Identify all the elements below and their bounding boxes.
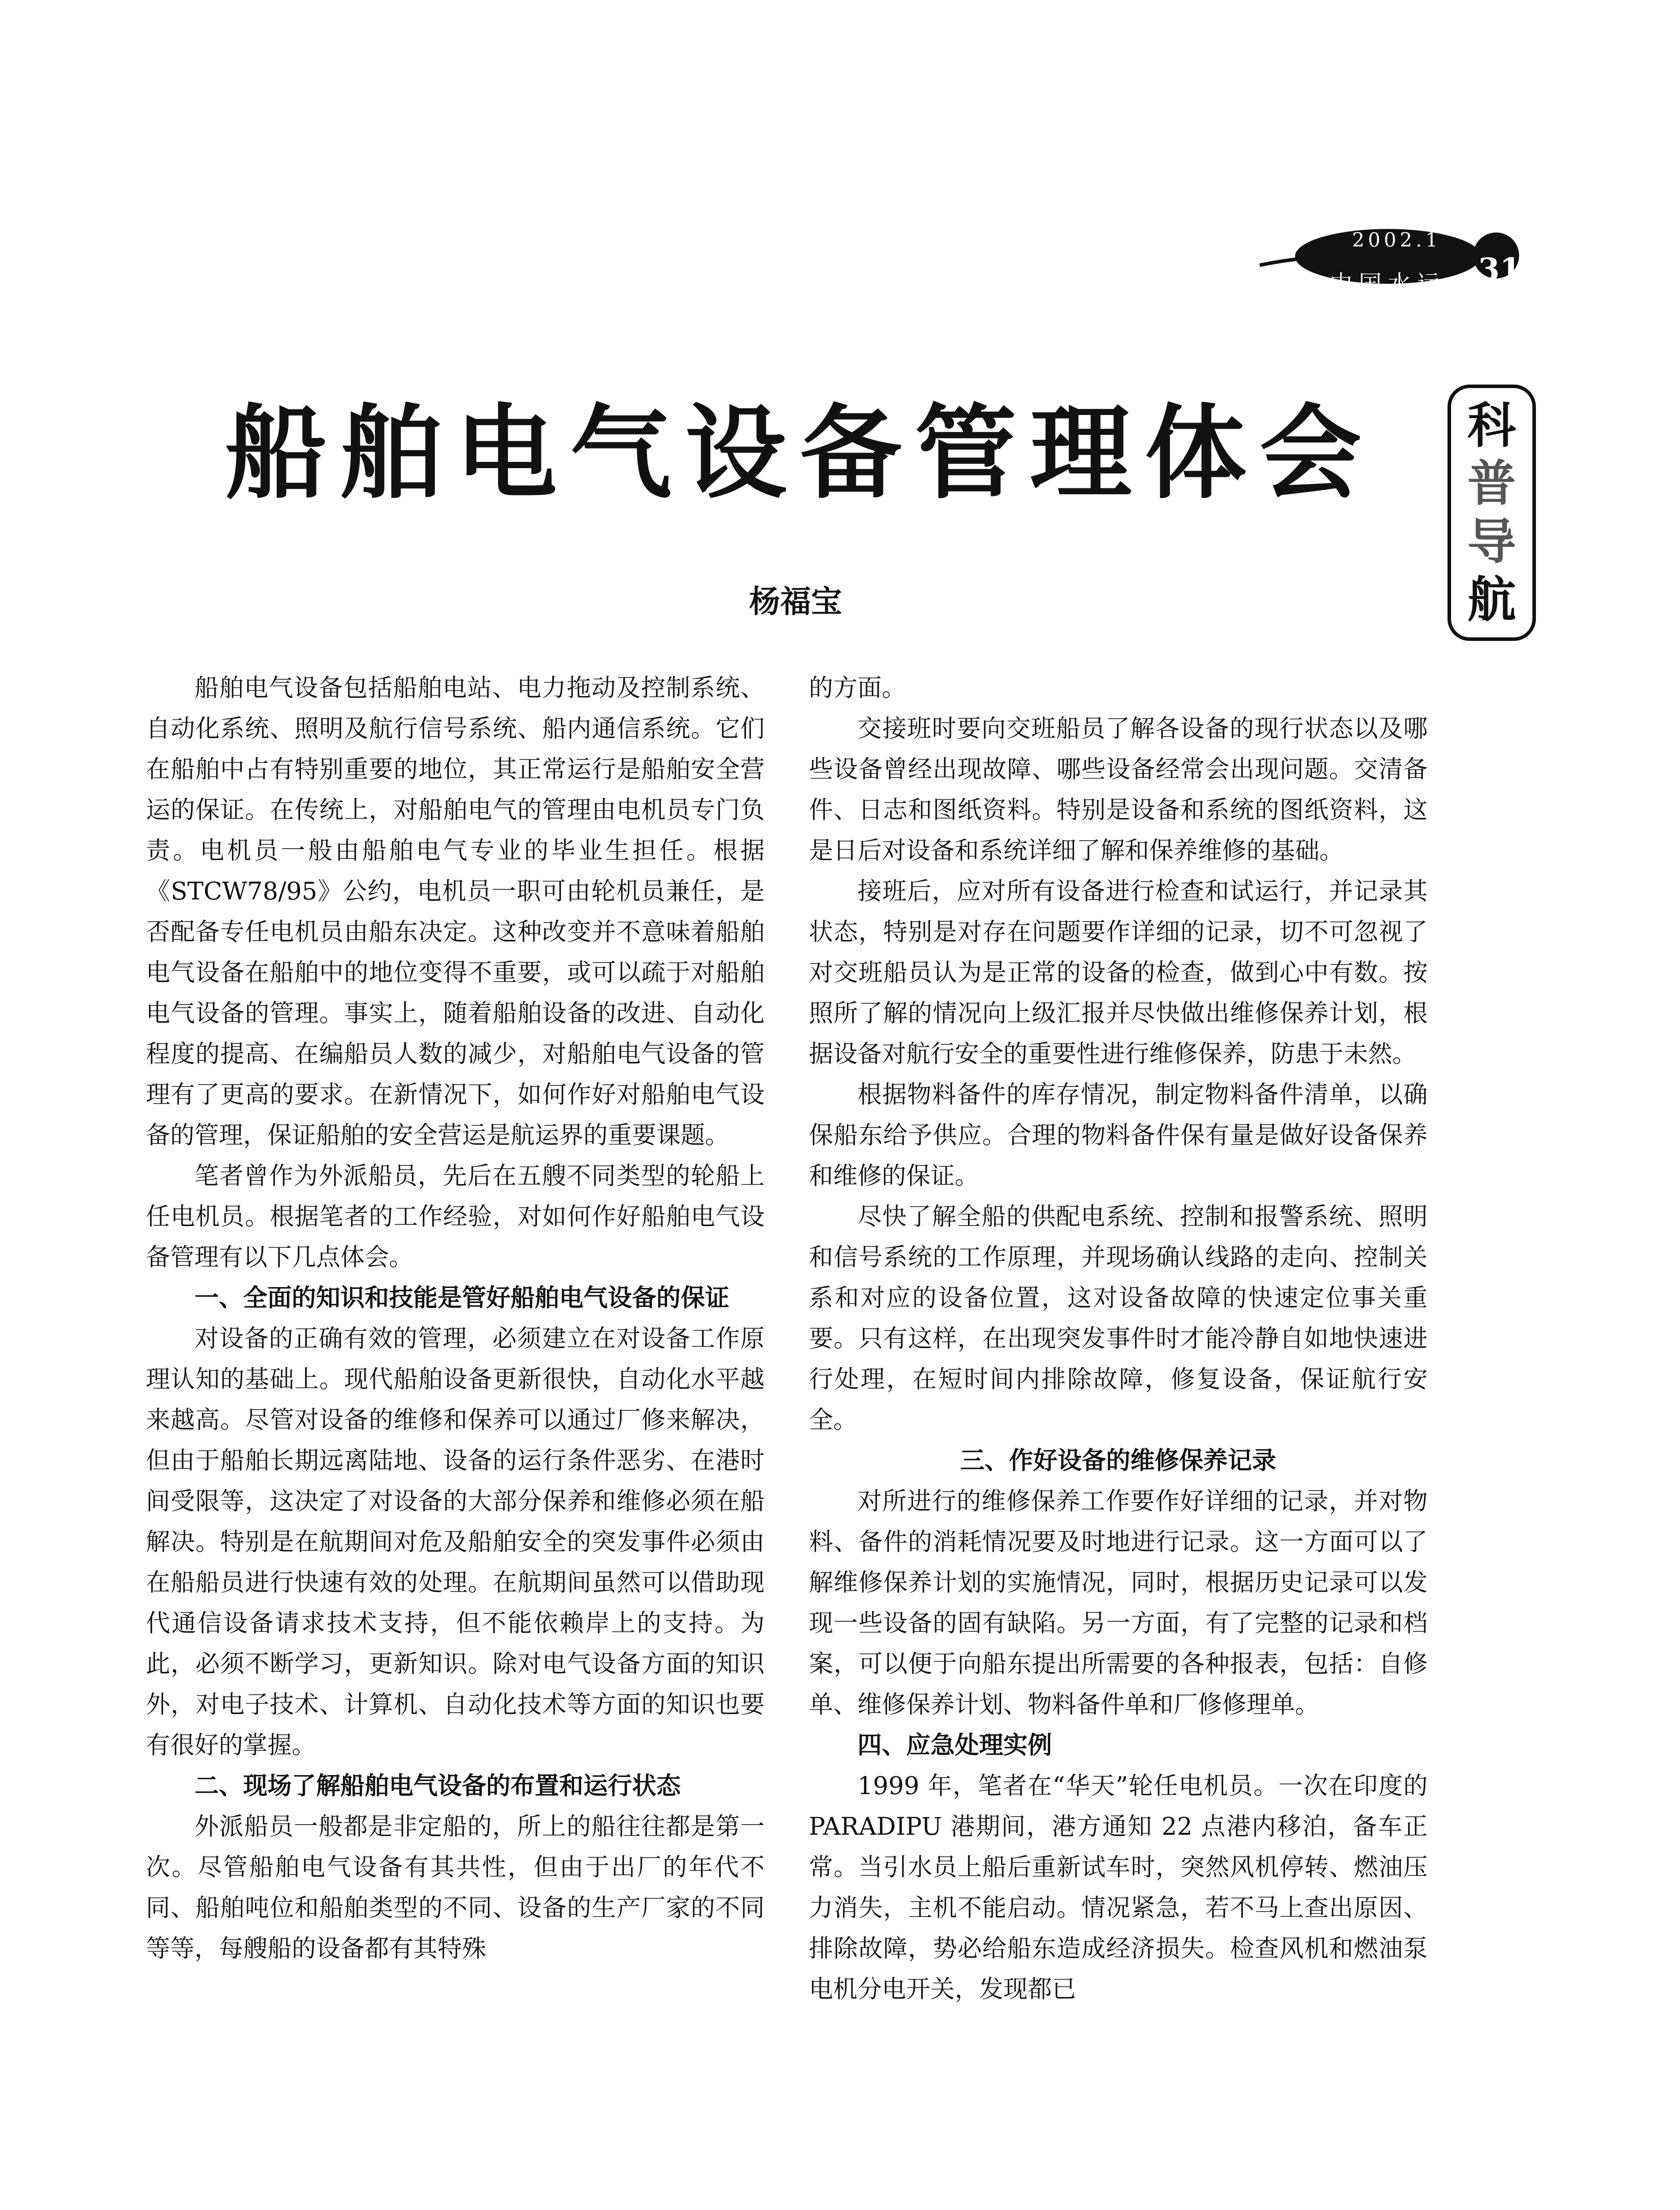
paragraph: 交接班时要向交班船员了解各设备的现行状态以及哪些设备曾经出现故障、哪些设备经常会出现问题。交清备件、日志和图纸资料。特别是设备和系统的图纸资料，这是日后对设备和系统详细了解和保养维修的基础。 (809, 714, 1428, 865)
article-author: 杨福宝 (749, 583, 842, 620)
article-title: 船舶电气设备管理体会 (225, 395, 1375, 513)
paragraph: 外派船员一般都是非定船的，所上的船往往都是第一次。尽管船舶电气设备有其共性，但由于出厂的年代不同、船舶吨位和船舶类型的不同、设备的生产厂家的不同等等，每艘船的设备都有其特殊 (146, 1812, 765, 1962)
paragraph: 笔者曾作为外派船员，先后在五艘不同类型的轮船上任电机员。根据笔者的工作经验，对如何作好船舶电气设备管理有以下几点体会。 (146, 1162, 765, 1271)
right-column (809, 667, 1428, 2009)
paragraph: 接班后，应对所有设备进行检查和试运行，并记录其状态，特别是对存在问题要作详细的记录，切不可忽视了对交班船员认为是正常的设备的检查，做到心中有数。按照所了解的情况向上级汇报并尽快做出维修保养计划，根据设备对航行安全的重要性进行维修保养，防患于未然。 (809, 877, 1428, 1068)
paragraph: 的方面。 (809, 674, 907, 702)
section-tab-char-4: 航 (1467, 571, 1516, 628)
paragraph: 根据物料备件的库存情况，制定物料备件清单，以确保船东给予供应。合理的物料备件保有量是做好设备保养和维修的保证。 (809, 1080, 1428, 1190)
section-heading: 三、作好设备的维修保养记录 (960, 1446, 1276, 1475)
journal-name: 中国水运 (1329, 271, 1446, 297)
section-tab-char-2: 普 (1467, 455, 1516, 512)
section-tab-char-3: 导 (1467, 513, 1516, 570)
paragraph: 船舶电气设备包括船舶电站、电力拖动及控制系统、自动化系统、照明及航行信号系统、船内通信系统。它们在船舶中占有特别重要的地位，其正常运行是船舶安全营运的保证。在传统上，对船舶电气的管理由电机员专门负责。电机员一般由船舶电气专业的毕业生担任。根据《STCW78/95》公约，电机员一职可由轮机员兼任，是否配备专任电机员由船东决定。这种改变并不意味着船舶电气设备在船舶中的地位变得不重要，或可以疏于对船舶电气设备的管理。事实上，随着船舶设备的改进、自动化程度的提高、在编船员人数的减少，对船舶电气设备的管理有了更高的要求。在新情况下，如何作好对船舶电气设备的管理，保证船舶的安全营运是航运界的重要课题。 (146, 674, 765, 1149)
page-number: 31 (1478, 251, 1521, 288)
paragraph: 对设备的正确有效的管理，必须建立在对设备工作原理认知的基础上。现代船舶设备更新很快，自动化水平越来越高。尽管对设备的维修和保养可以通过厂修来解决，但由于船舶长期远离陆地、设备的运行条件恶劣、在港时间受限等，这决定了对设备的大部分保养和维修必须在船解决。特别是在航期间对危及船舶安全的突发事件必须由在船船员进行快速有效的处理。在航期间虽然可以借助现代通信设备请求技术支持，但不能依赖岸上的支持。为此，必须不断学习，更新知识。除对电气设备方面的知识外，对电子技术、计算机、自动化技术等方面的知识也要有很好的掌握。 (146, 1324, 765, 1759)
section-heading: 二、现场了解船舶电气设备的布置和运行状态 (194, 1772, 681, 1800)
section-heading: 四、应急处理实例 (857, 1731, 1052, 1759)
section-tab (1448, 385, 1536, 641)
paragraph: 对所进行的维修保养工作要作好详细的记录，并对物料、备件的消耗情况要及时地进行记录。这一方面可以了解维修保养计划的实施情况，同时，根据历史记录可以发现一些设备的固有缺陷。另一方面，有了完整的记录和档案，可以便于向船东提出所需要的各种报表，包括：自修单、维修保养计划、物料备件单和厂修修理单。 (809, 1487, 1428, 1718)
left-column (146, 667, 765, 1969)
paragraph: 尽快了解全船的供配电系统、控制和报警系统、照明和信号系统的工作原理，并现场确认线路的走向、控制关系和对应的设备位置，这对设备故障的快速定位事关重要。只有这样，在出现突发事件时才能冷静自如地快速进行处理，在短时间内排除故障，修复设备，保证航行安全。 (809, 1202, 1428, 1434)
section-tab-char-1: 科 (1467, 397, 1516, 454)
section-heading: 一、全面的知识和技能是管好船舶电气设备的保证 (194, 1284, 730, 1312)
paragraph: 1999 年，笔者在“华天”轮任电机员。一次在印度的 PARADIPU 港期间，港方通知 22 点港内移泊，备车正常。当引水员上船后重新试车时，突然风机停转、燃油压力消失，主机不能启动。情况紧急，若不马上查出原因、排除故障，势必给船东造成经济损失。检查风机和燃油泵电机分电开关，发现都已 (809, 1772, 1428, 2003)
issue-date: 2002.1 (1352, 229, 1441, 251)
